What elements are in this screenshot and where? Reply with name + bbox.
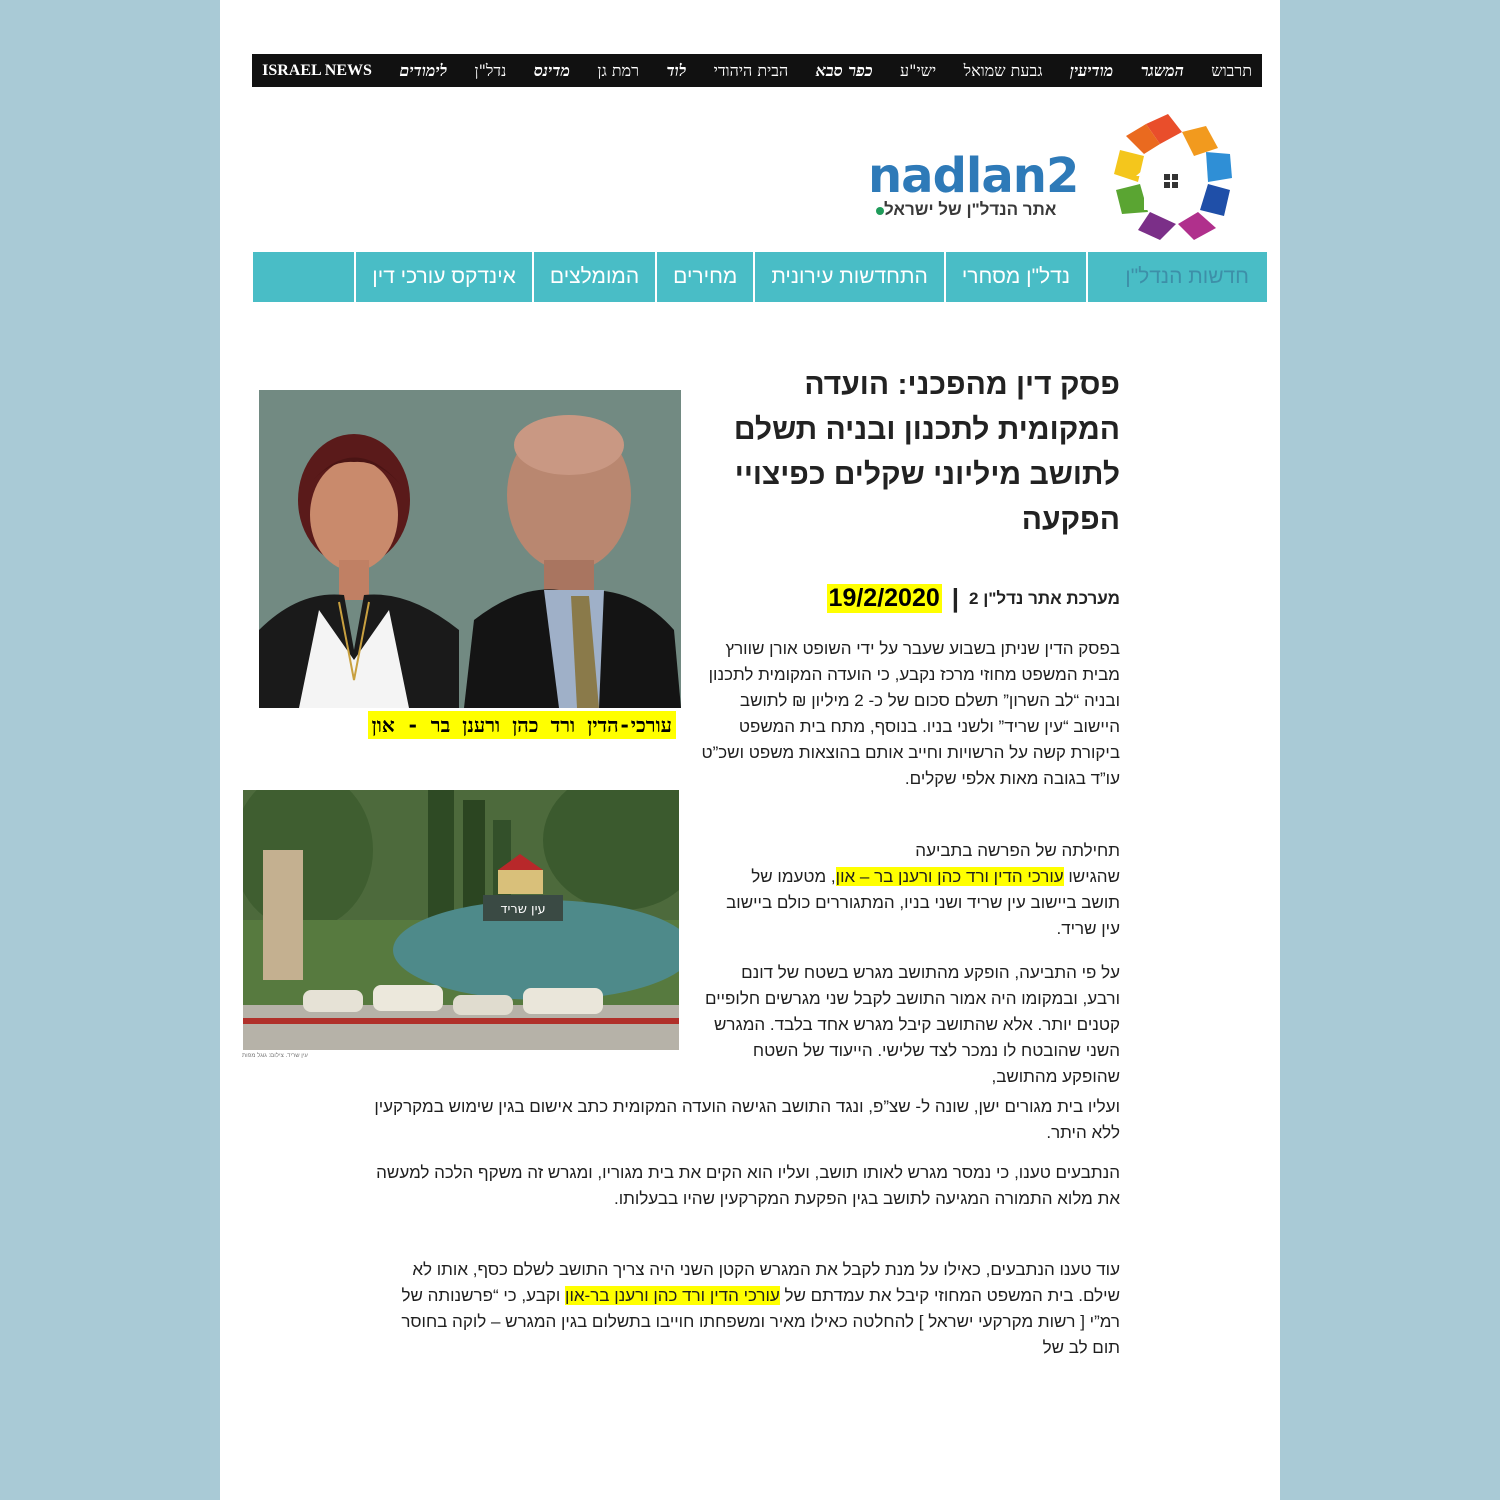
- article-paragraph: בפסק הדין שניתן בשבוע שעבר על ידי השופט אורן שוורץ מבית המשפט מחוזי מרכז נקבע, כי הועדה המקומית לתכנון ובניה “לב השרון” תשלם סכום של כ- 2 מיליון ₪ לתושב היישוב “עין שריד” ולשני בניו. בנוסף, מתח בית המשפט ביקורת קשה על הרשויות וחייב אותם בהוצאות משפט ושכ”ט עו”ד בגובה מאות אלפי שקלים.: [701, 639, 1120, 788]
- nav-item-urban-renewal[interactable]: התחדשות עירונית: [753, 252, 943, 302]
- nav-item-news[interactable]: חדשות הנדל"ן: [1086, 252, 1267, 302]
- article-paragraph: ועליו בית מגורים ישן, שונה ל- שצ”פ, ונגד התושב הגישה הועדה המקומית כתב אישום בגין שימוש במקרקעין ללא היתר.: [374, 1097, 1120, 1142]
- topbar-link[interactable]: כפר סבא: [815, 60, 873, 80]
- house-logo-icon: [1106, 112, 1236, 242]
- topbar-link[interactable]: לוד: [666, 60, 687, 80]
- article-date: 19/2/2020: [828, 584, 940, 612]
- article-paragraph: על פי התביעה, הופקע מהתושב מגרש בשטח של דונם ורבע, ובמקומו היה אמור התושב לקבל שני מגרשים חלופיים קטנים יותר. אלא שהתושב קיבל מגרש אחד בלבד. המגרש השני שהובטח לו נמכר לצד שלישי. הייעוד של השטח שהופקע מהתושב,: [705, 963, 1120, 1086]
- photo-credit: עין שריד. צילום: גוגל מפות: [242, 1053, 308, 1059]
- settlement-photo: [243, 790, 679, 1050]
- lawyers-illustration: [259, 390, 681, 708]
- top-site-bar: [252, 54, 1262, 87]
- byline-separator: |: [951, 583, 960, 613]
- nav-item-recommended[interactable]: המומלצים: [532, 252, 655, 302]
- article-title: פסק דין מהפכני: הועדה המקומית לתכנון ובניה תשלם לתושב מיליוני שקלים כפיצויי הפקעה: [733, 368, 1120, 536]
- logo-tagline: אתר הנדל"ן של ישראל: [870, 200, 1056, 220]
- lawyers-photo: [259, 390, 681, 708]
- article-paragraph: עוד טענו הנתבעים, כאילו על מנת לקבל את המגרש הקטן השני היה צריך התושב לשלם כסף, אותו לא שילם. בית המשפט המחוזי קיבל את עמדתם של עורכי הדין ורד כהן ורענן בר-און וקבע, כי “פרשנותה של רמ”י [ רשות מקרקעי ישראל ] להחלטה כאילו מאיר ומשפחתו חוייבו בתשלום בגין המגרש – לוקה בחוסר תום לב של: [401, 1260, 1120, 1357]
- main-nav: [253, 252, 1267, 302]
- nav-item-lawyers-index[interactable]: אינדקס עורכי דין: [354, 252, 532, 302]
- article-paragraph: תחילתה של הפרשה בתביעה שהגישו עורכי הדין ורד כהן ורענן בר – און, מטעמו של תושב ביישוב עין שריד ושני בניו, המתגוררים כולם ביישוב עין שריד.: [726, 841, 1120, 938]
- topbar-link[interactable]: תרבוש: [1211, 60, 1252, 80]
- topbar-link[interactable]: גבעת שמואל: [963, 60, 1043, 80]
- lawyers-highlight: עורכי הדין ורד כהן ורענן בר-און: [565, 1286, 780, 1305]
- article-author: מערכת אתר נדל"ן 2: [969, 588, 1120, 608]
- lawyers-highlight: עורכי הדין ורד כהן ורענן בר – און: [835, 867, 1064, 886]
- topbar-link[interactable]: הבית היהודי: [713, 60, 789, 80]
- site-logo[interactable]: [860, 112, 1240, 242]
- lawyers-photo-caption: עורכי-הדין ורד כהן ורענן בר - און: [260, 713, 676, 738]
- topbar-link[interactable]: נדל"ן: [474, 60, 507, 80]
- logo-wordmark: nadlan2: [868, 148, 1079, 204]
- topbar-link[interactable]: לימודים: [399, 60, 448, 80]
- settlement-illustration: [243, 790, 679, 1050]
- topbar-link[interactable]: המשגר: [1140, 60, 1184, 80]
- article-paragraph: הנתבעים טענו, כי נמסר מגרש לאותו תושב, ועליו הוא הקים את בית מגוריו, ומגרש זה משקף הלכה למעשה את מלוא התמורה המגיעה לתושב בגין הפקעת המקרקעין שהיו בבעלותו.: [376, 1163, 1120, 1208]
- topbar-link[interactable]: מדינס: [533, 60, 570, 80]
- topbar-link[interactable]: ISRAEL NEWS: [262, 61, 372, 79]
- article-page: [220, 0, 1280, 1500]
- article-byline: [760, 583, 1120, 614]
- topbar-link[interactable]: רמת גן: [597, 60, 639, 80]
- nav-item-commercial[interactable]: נדל"ן מסחרי: [944, 252, 1086, 302]
- topbar-link[interactable]: ישי"ע: [900, 60, 937, 80]
- nav-item-prices[interactable]: מחירים: [655, 252, 753, 302]
- topbar-link[interactable]: מודיעין: [1069, 60, 1114, 80]
- settlement-sign-text: עין שריד: [500, 902, 546, 917]
